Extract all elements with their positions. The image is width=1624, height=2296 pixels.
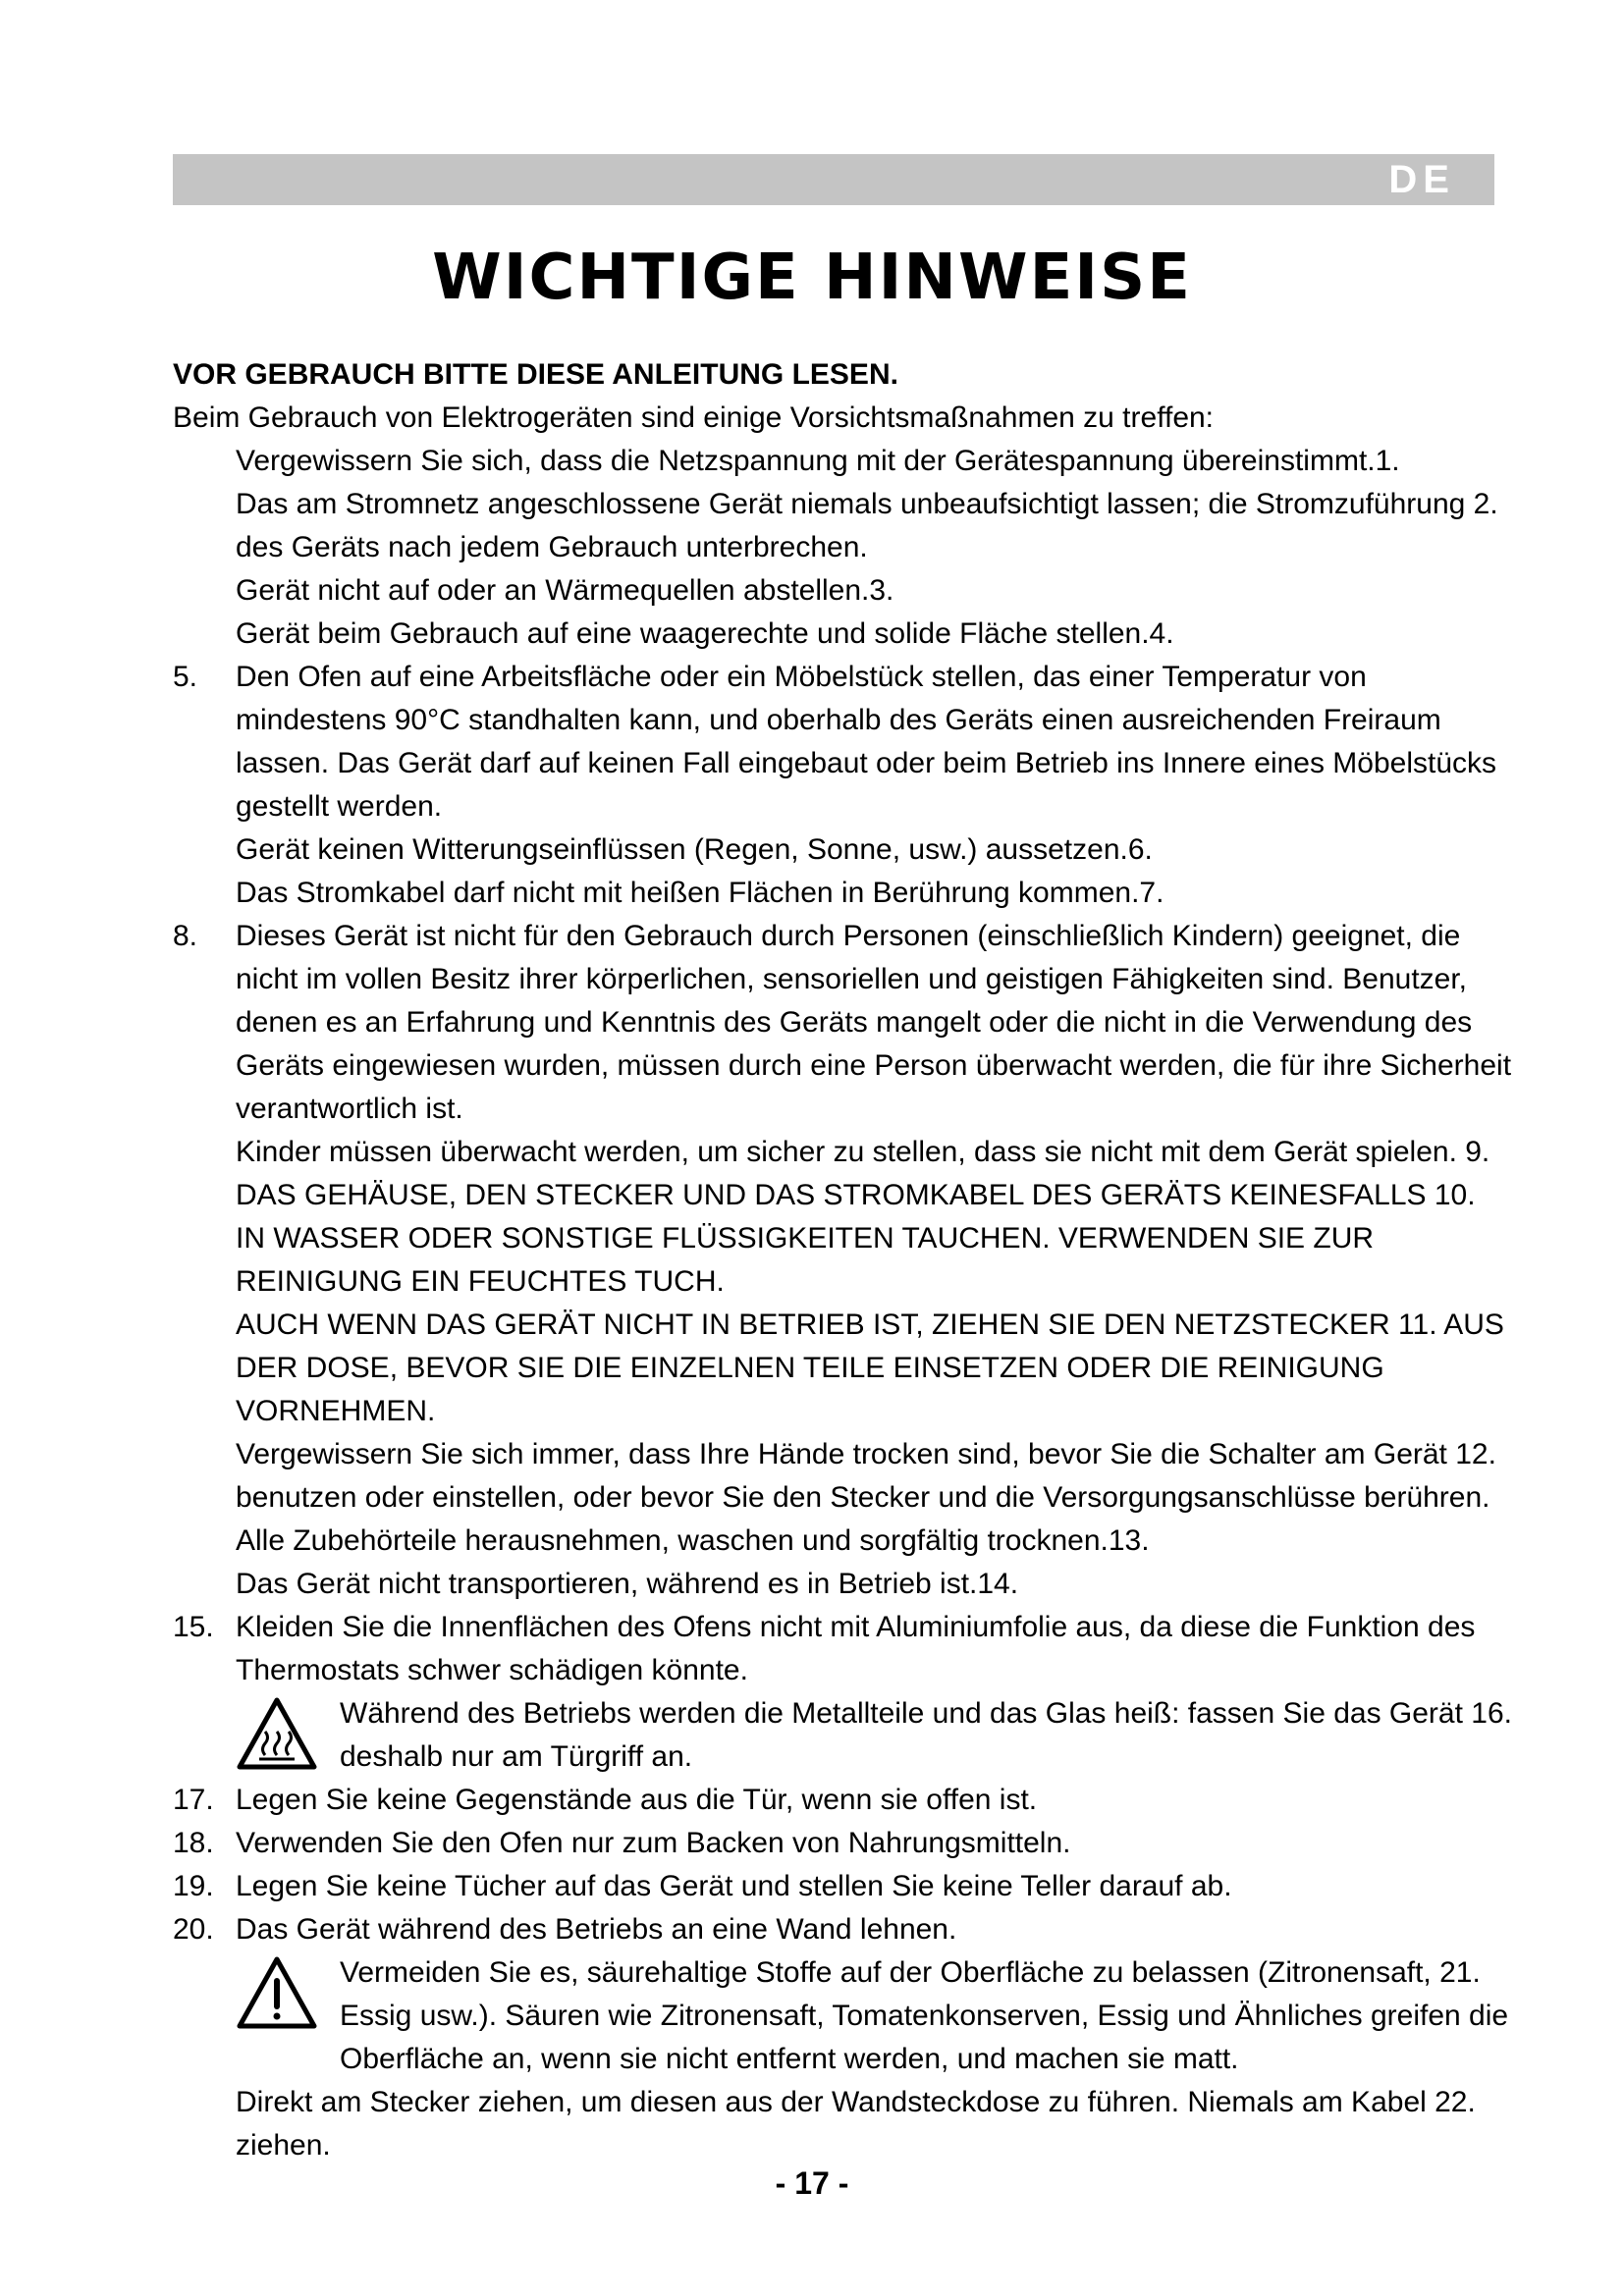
item-number: 15. <box>173 1611 214 1643</box>
list-item <box>173 1304 1547 1433</box>
list-item <box>173 1822 1547 1865</box>
list-item <box>173 1433 1547 1520</box>
item-text: AUCH WENN DAS GERÄT NICHT IN BETRIEB IST, ZIEHEN SIE DEN NETZSTECKER 11. AUS DER DOSE, BEVOR SIE DIE EINZELNEN TEILE EINSETZEN ODER DIE REINIGUNG VORNEHMEN. <box>236 1308 1504 1427</box>
hot-surface-warning <box>173 1692 1547 1779</box>
intro-text: Beim Gebrauch von Elektrogeräten sind einige Vorsichtsmaßnahmen zu treffen: <box>173 401 1215 434</box>
list-item <box>173 440 1547 483</box>
item-number: 8. <box>173 920 198 952</box>
caution-triangle-icon <box>236 1955 318 2030</box>
hot-warning-text: Während des Betriebs werden die Metallteile und das Glas heiß: fassen Sie das Gerät 16. deshalb nur am Türgriff an. <box>340 1697 1512 1773</box>
hot-surface-warning-icon <box>236 1696 318 1771</box>
list-item <box>173 1908 1547 1951</box>
item-text: Gerät keinen Witterungseinflüssen (Regen, Sonne, usw.) aussetzen.6. <box>236 833 1153 866</box>
item-text: Alle Zubehörteile herausnehmen, waschen und sorgfältig trocknen.13. <box>236 1524 1150 1557</box>
item-text: Gerät nicht auf oder an Wärmequellen abstellen.3. <box>236 574 894 607</box>
item-text: Gerät beim Gebrauch auf eine waagerechte und solide Fläche stellen.4. <box>236 617 1174 650</box>
item-number: 19. <box>173 1870 214 1902</box>
list-item <box>173 872 1547 915</box>
page-title: WICHTIGE HINWEISE <box>432 241 1192 314</box>
item-text: Dieses Gerät ist nicht für den Gebrauch durch Personen (einschließlich Kindern) geeignet, die nicht im vollen Besitz ihrer körperlichen, sensoriellen und geistigen Fähigkeiten sind. Benutzer, denen es an Erfahrung und Kenntnis des Geräts mangelt oder die nicht in die Verwendung des Geräts eingewiesen wurden, müssen durch eine Person überwacht werden, die für ihre Sicherheit verantwortlich ist. <box>236 920 1512 1125</box>
list-item <box>173 915 1547 1131</box>
list-item <box>173 1174 1547 1304</box>
list-item <box>173 1606 1547 1692</box>
list-item <box>173 656 1547 828</box>
item-text: Kinder müssen überwacht werden, um sicher zu stellen, dass sie nicht mit dem Gerät spielen. 9. <box>236 1136 1490 1168</box>
language-header-bar <box>173 154 1494 205</box>
item-text: Das Gerät während des Betriebs an eine Wand lehnen. <box>236 1913 957 1946</box>
list-item <box>173 1563 1547 1606</box>
list-item <box>173 569 1547 613</box>
item-number: 20. <box>173 1913 214 1946</box>
list-item <box>173 483 1547 569</box>
list-item <box>173 1779 1547 1822</box>
item-text: Vergewissern Sie sich, dass die Netzspannung mit der Gerätespannung übereinstimmt.1. <box>236 445 1400 477</box>
item-text: Das am Stromnetz angeschlossene Gerät niemals unbeaufsichtigt lassen; die Stromzuführung 2. des Geräts nach jedem Gebrauch unterbrechen. <box>236 488 1498 563</box>
list-item <box>173 2081 1547 2167</box>
instructions-content <box>173 353 1547 2167</box>
list-item <box>173 613 1547 656</box>
list-item <box>173 1131 1547 1174</box>
item-text: Kleiden Sie die Innenflächen des Ofens nicht mit Aluminiumfolie aus, da diese die Funktion des Thermostats schwer schädigen könnte. <box>236 1611 1476 1686</box>
item-number: 18. <box>173 1827 214 1859</box>
item-number: 5. <box>173 661 198 693</box>
caution-warning <box>173 1951 1547 2081</box>
list-item <box>173 828 1547 872</box>
item-text: Den Ofen auf eine Arbeitsfläche oder ein Möbelstück stellen, das einer Temperatur von mindestens 90°C standhalten kann, und oberhalb des Geräts einen ausreichenden Freiraum lassen. Das Gerät darf auf keinen Fall eingebaut oder beim Betrieb ins Innere eines Möbelstücks gestellt werden. <box>236 661 1497 823</box>
item-text: Direkt am Stecker ziehen, um diesen aus der Wandsteckdose zu führen. Niemals am Kabel 22. ziehen. <box>236 2086 1476 2162</box>
item-text: Verwenden Sie den Ofen nur zum Backen von Nahrungsmitteln. <box>236 1827 1071 1859</box>
page-number: - 17 - <box>775 2165 849 2201</box>
item-text: DAS GEHÄUSE, DEN STECKER UND DAS STROMKABEL DES GERÄTS KEINESFALLS 10. IN WASSER ODER SONSTIGE FLÜSSIGKEITEN TAUCHEN. VERWENDEN SIE ZUR REINIGUNG EIN FEUCHTES TUCH. <box>236 1179 1476 1298</box>
item-text: Das Stromkabel darf nicht mit heißen Flächen in Berührung kommen.7. <box>236 877 1164 909</box>
list-item <box>173 1865 1547 1908</box>
caution-warning-text: Vermeiden Sie es, säurehaltige Stoffe auf der Oberfläche zu belassen (Zitronensaft, 21. Essig usw.). Säuren wie Zitronensaft, Tomatenkonserven, Essig und Ähnliches greifen die Oberfläche an, wenn sie nicht entfernt werden, und machen sie matt. <box>340 1956 1509 2075</box>
list-item <box>173 1520 1547 1563</box>
item-number: 17. <box>173 1784 214 1816</box>
intro-heading: VOR GEBRAUCH BITTE DIESE ANLEITUNG LESEN. <box>173 358 898 391</box>
item-text: Vergewissern Sie sich immer, dass Ihre Hände trocken sind, bevor Sie die Schalter am Gerät 12. benutzen oder einstellen, oder bevor Sie den Stecker und die Versorgungsanschlüsse berühren. <box>236 1438 1496 1514</box>
language-code: DE <box>1388 158 1455 201</box>
item-text: Legen Sie keine Gegenstände aus die Tür, wenn sie offen ist. <box>236 1784 1038 1816</box>
item-text: Legen Sie keine Tücher auf das Gerät und stellen Sie keine Teller darauf ab. <box>236 1870 1232 1902</box>
item-text: Das Gerät nicht transportieren, während es in Betrieb ist.14. <box>236 1568 1019 1600</box>
